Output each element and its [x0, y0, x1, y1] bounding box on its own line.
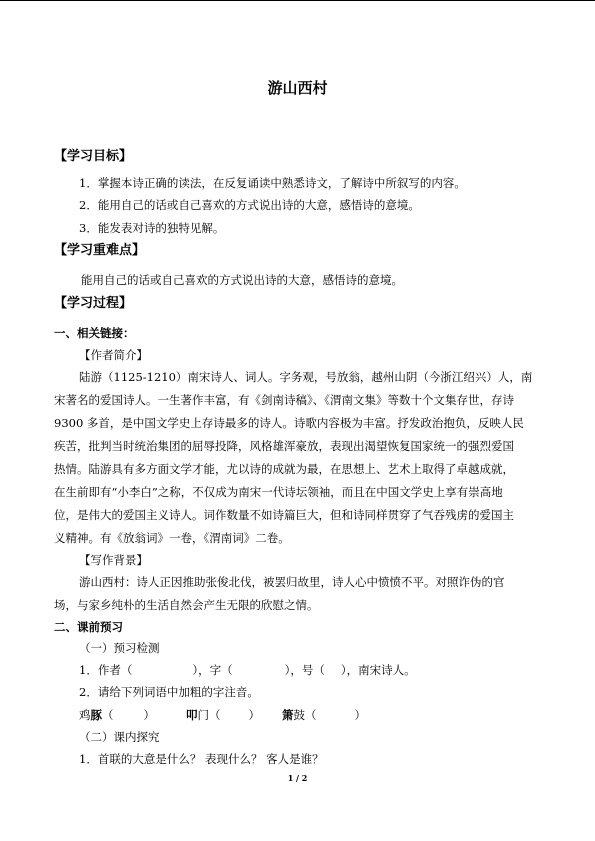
- key-points-heading: 【学习重难点】: [54, 243, 146, 258]
- process-heading: 【学习过程】: [54, 296, 133, 311]
- background-line: 场，与家乡纯朴的生活自然会产生无限的欣慰之情。: [54, 598, 319, 612]
- goal-item-2: 2．能用自己的话或自己喜欢的方式说出诗的大意，感悟诗的意境。: [79, 198, 420, 212]
- question-2: 2．请给下列词语中加粗的字注音。: [79, 685, 259, 699]
- author-heading: 【作者简介】: [79, 348, 148, 362]
- pinyin-bold-char: 叩: [186, 708, 198, 722]
- check-heading: （一）预习检测: [79, 641, 160, 655]
- page-title: 游山西村: [267, 79, 328, 97]
- pinyin-item-1: [79, 708, 155, 722]
- pinyin-open: 鼓（: [293, 708, 317, 722]
- explore-heading: （二）课内探究: [79, 730, 160, 744]
- pinyin-open: 门（: [197, 708, 221, 722]
- goal-item-3: 3．能发表对诗的独特见解。: [79, 221, 225, 235]
- author-line: 热情。陆游具有多方面文学才能，尤以诗的成就为最，在思想上、艺术上取得了卓越成就，: [54, 462, 514, 476]
- page-number: 1 / 2: [287, 773, 308, 783]
- question-1: [79, 663, 416, 677]
- pinyin-bold-char: 豚: [90, 708, 102, 722]
- pinyin-open: （: [102, 708, 114, 722]
- preview-heading: 二、课前预习: [54, 620, 123, 634]
- background-line: 游山西村：诗人正因推助张俊北伐，被罢归故里，诗人心中愤愤不平。对照诈伪的官: [79, 575, 505, 589]
- pinyin-close: ）: [248, 708, 260, 722]
- pinyin-bold-char: 箫: [282, 708, 294, 722]
- author-line: 陆游（1125-1210）南宋诗人、词人。字务观，号放翁，越州山阴（今浙江绍兴）人，南: [79, 370, 533, 384]
- q1-hao: ），号（: [284, 663, 325, 677]
- q1-suffix: ），南宋诗人。: [340, 663, 416, 677]
- author-line: 9300 多首，是中国文学史上存诗最多的诗人。诗歌内容极为丰富。抒发政治抱负，反映人民: [54, 416, 524, 430]
- links-heading: 一、相关链接：: [54, 326, 135, 340]
- author-line: 在生前即有“小李白”之称，不仅成为南宋一代诗坛领袖，而且在中国文学史上享有崇高地: [54, 485, 503, 499]
- pinyin-close: ）: [143, 708, 155, 722]
- author-line: 义精神。有《放翁词》一卷，《渭南词》二卷。: [54, 531, 290, 545]
- key-points-text: 能用自己的话或自己喜欢的方式说出诗的大意，感悟诗的意境。: [81, 273, 403, 287]
- background-heading: 【写作背景】: [79, 553, 148, 567]
- question-3: 1．首联的大意是什么？ 表现什么？ 客人是谁？: [79, 752, 324, 766]
- q1-prefix: 1．作者（: [79, 663, 133, 677]
- goal-item-1: 1．掌握本诗正确的读法，在反复诵读中熟悉诗文，了解诗中所叙写的内容。: [79, 176, 466, 190]
- q1-zi: ），字（: [192, 663, 233, 677]
- top-border-line: [0, 0, 595, 1]
- author-line: 疾苦，批判当时统治集团的屈辱投降，风格雄浑豪放，表现出渴望恢复国家统一的强烈爱国: [54, 439, 514, 453]
- pinyin-pre: 鸡: [79, 708, 91, 722]
- goals-heading: 【学习目标】: [54, 149, 133, 164]
- author-line: 位，是伟大的爱国主义诗人。词作数量不如诗篇巨大，但和诗同样贯穿了气吞残虏的爱国主: [54, 508, 514, 522]
- pinyin-close: ）: [354, 708, 366, 722]
- pinyin-item-2: [186, 708, 260, 722]
- author-line: 宋著名的爱国诗人。一生著作丰富，有《剑南诗稿》、《渭南文集》等数十个文集存世，存诗: [54, 393, 514, 407]
- pinyin-item-3: [282, 708, 366, 722]
